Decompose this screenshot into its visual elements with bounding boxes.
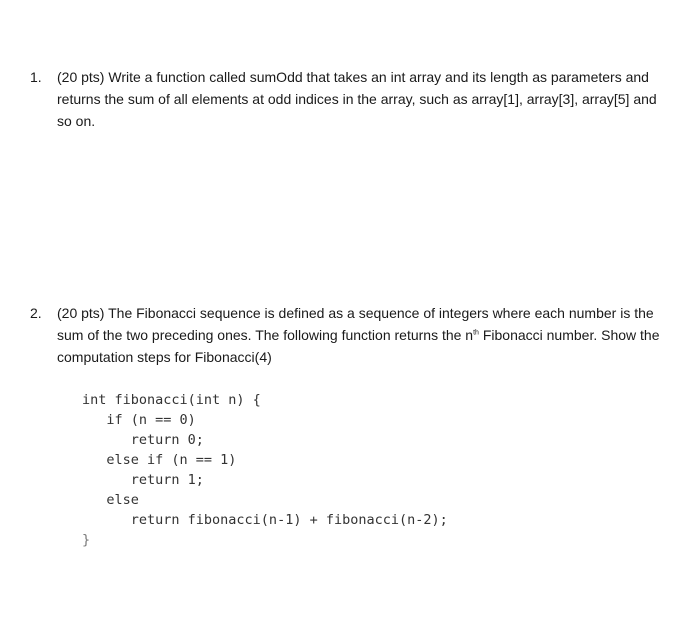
code-line: return 0; (82, 432, 204, 448)
question-body-part-2: Fibonacci number. Show the computation steps for Fibonacci(4) (57, 327, 660, 365)
question-points: (20 pts) (57, 69, 105, 85)
ordinal-superscript: th (473, 329, 479, 337)
question-2 (30, 302, 670, 368)
question-number: 2. (30, 305, 42, 321)
question-text (57, 66, 670, 132)
question-body: Write a function called sumOdd that takes an int array and its length as parameters and returns the sum of all elements at odd indices in the array, such as array[1], array[3], array[5] and so on. (57, 69, 657, 129)
code-line: int fibonacci(int n) { (82, 392, 261, 408)
code-line: else (82, 492, 139, 508)
code-block (82, 390, 448, 550)
question-points: (20 pts) (57, 305, 105, 321)
code-line: else if (n == 1) (82, 452, 237, 468)
code-line: if (n == 0) (82, 412, 196, 428)
code-line: return fibonacci(n-1) + fibonacci(n-2); (82, 512, 448, 528)
code-line: } (82, 532, 91, 548)
question-body-part-1: The Fibonacci sequence is defined as a sequence of integers where each number is the sum of the two preceding ones. The following function returns the n (57, 305, 654, 343)
code-line: return 1; (82, 472, 204, 488)
question-number: 1. (30, 69, 42, 85)
question-1 (30, 66, 670, 132)
question-text (57, 302, 670, 368)
